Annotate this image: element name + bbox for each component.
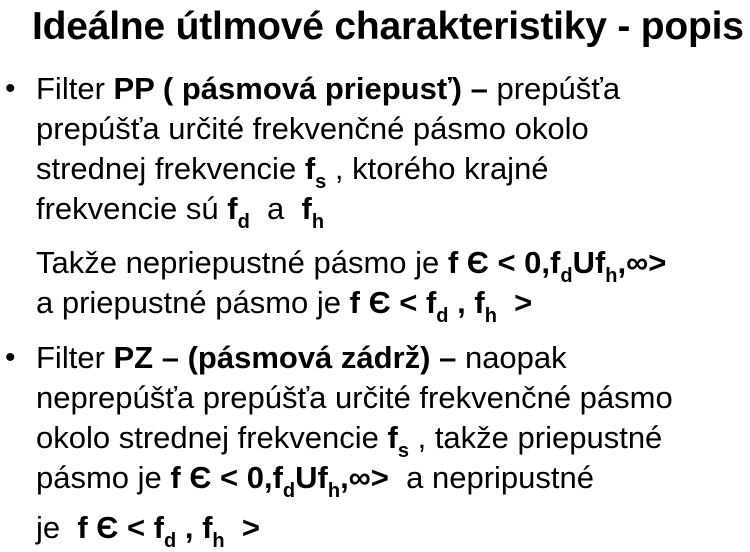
pz-passband-formula: f $Є < 0,f_dUf_h,\infty>$	[170, 460, 389, 502]
pz-line-3-rest: , takže priepustné	[408, 420, 663, 455]
pp-line-3	[36, 149, 549, 193]
pz-line-4-text: pásmo je	[36, 460, 171, 495]
pz-line-2: neprepúšťa prepúšťa určité frekvenčné pásmo	[36, 380, 673, 415]
pp-line-5	[36, 243, 667, 287]
pp-line-3-rest: , ktorého krajné	[326, 151, 549, 186]
pp-line-6	[36, 283, 533, 327]
pz-line-5	[36, 508, 260, 552]
pz-term: PZ – (pásmová zádrž)	[113, 340, 431, 375]
pz-line-3-text: okolo strednej frekvencie	[36, 420, 388, 455]
pp-line-1-suffix: prepúšťa	[496, 71, 621, 106]
bullet-pp: •	[5, 72, 16, 105]
pz-line-5-text: je	[36, 510, 78, 545]
pp-term: PP ( pásmová priepusť)	[113, 71, 462, 106]
pp-dash: –	[462, 71, 497, 106]
pp-line-3-text: strednej frekvencie	[36, 151, 305, 186]
pz-line-1-suffix: naopak	[464, 340, 567, 375]
pp-passband-formula: f $Є < f_d$ , $f_h$ >	[349, 285, 533, 327]
pz-line-4	[36, 458, 594, 502]
slide-title: Ideálne útlmové charakteristiky - popis	[32, 5, 744, 48]
pp-line-2: prepúšťa určité frekvenčné pásmo okolo	[36, 111, 589, 146]
pp-stopband-formula: f $Є < 0,f_dUf_h,\infty>$	[447, 245, 667, 287]
pp-line-1	[36, 69, 620, 109]
pz-dash: –	[430, 340, 465, 375]
pp-fd: $f_d$	[227, 191, 250, 233]
pp-line-4	[36, 189, 325, 233]
pz-fs: $f_s$	[387, 420, 409, 462]
pp-line-4-and: a	[249, 191, 302, 226]
pp-fs: $f_s$	[304, 151, 327, 193]
pz-line-3	[36, 418, 663, 462]
pz-stopband-formula: f $Є < f_d$ , $f_h$ >	[77, 510, 260, 552]
pz-line-4-rest: a nepripustné	[388, 460, 594, 495]
pp-line-1-prefix: Filter	[36, 71, 114, 106]
pp-passband-text: a priepustné pásmo je	[36, 285, 350, 320]
pp-line-4-text: frekvencie sú	[36, 191, 228, 226]
pz-line-1	[36, 338, 567, 378]
bullet-pz: •	[5, 341, 16, 374]
pp-fh: $f_h$	[301, 191, 325, 233]
pz-line-1-prefix: Filter	[36, 340, 114, 375]
pp-stopband-text: Takže nepriepustné pásmo je	[36, 245, 448, 280]
